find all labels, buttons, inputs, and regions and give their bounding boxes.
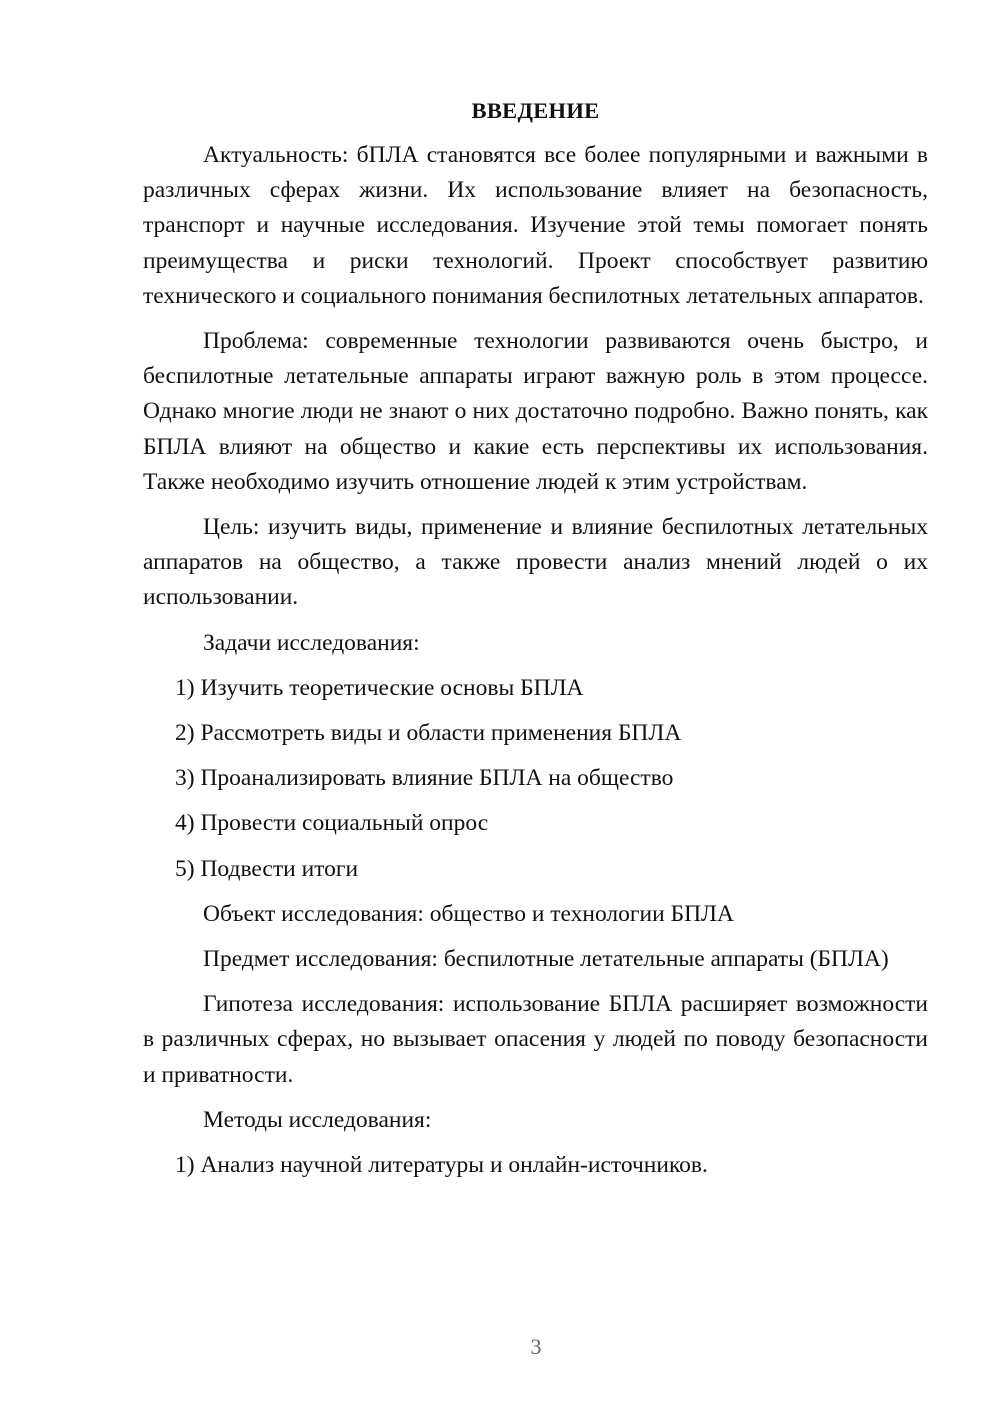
object-paragraph: Объект исследования: общество и технологии БПЛА (203, 900, 734, 927)
document-body (143, 96, 928, 1193)
tasks-heading: Задачи исследования: (203, 629, 420, 656)
task-item: 4) Провести социальный опрос (175, 810, 489, 837)
goal-paragraph: Цель: изучить виды, применение и влияние беспилотных летательных аппаратов на общество, а также провести анализ мнений людей о их использовании. (143, 514, 928, 611)
task-item: 2) Рассмотреть виды и области применения БПЛА (175, 720, 682, 747)
method-item: 1) Анализ научной литературы и онлайн-источников. (175, 1152, 708, 1179)
page-number: 3 (530, 1334, 542, 1359)
task-item: 3) Проанализировать влияние БПЛА на общество (175, 765, 674, 792)
hypothesis-paragraph: Гипотеза исследования: использование БПЛА расширяет возможности в различных сферах, но вызывает опасения у людей по поводу безопасности и приватности. (143, 991, 928, 1088)
methods-heading: Методы исследования: (203, 1106, 432, 1133)
task-item: 1) Изучить теоретические основы БПЛА (175, 674, 584, 701)
problem-paragraph: Проблема: современные технологии развиваются очень быстро, и беспилотные летательные аппараты играют важную роль в этом процессе. Однако многие люди не знают о них достаточно подробно. Важно понять, как БПЛА влияют на общество и какие есть перспективы их использования. Также необходимо изучить отношение людей к этим устройствам. (143, 328, 928, 495)
subject-paragraph: Предмет исследования: беспилотные летательные аппараты (БПЛА) (203, 946, 889, 973)
section-title: ВВЕДЕНИЕ (471, 98, 600, 123)
task-item: 5) Подвести итоги (175, 855, 359, 882)
relevance-paragraph: Актуальность: бПЛА становятся все более популярными и важными в различных сферах жизни. Их использование влияет на безопасность, транспорт и научные исследования. Изучение этой темы помогает понять преимущества и риски технологий. Проект способствует развитию технического и социального понимания беспилотных летательных аппаратов. (143, 142, 928, 309)
